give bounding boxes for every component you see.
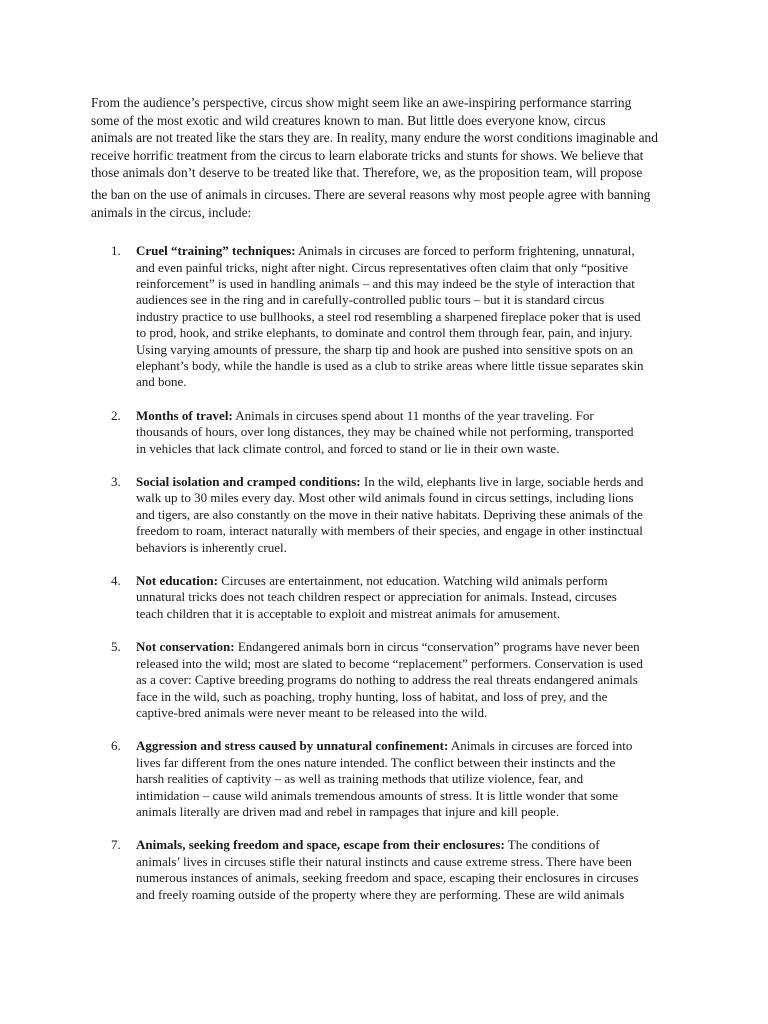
reason-line: reinforcement” is used in handling animals – and this may indeed be the style of interaction that bbox=[136, 275, 635, 291]
reason-text: Circuses are entertainment, not education. Watching wild animals perform bbox=[217, 573, 608, 589]
intro-line: those animals don’t deserve to be treated like that. Therefore, we, as the proposition team, will propose bbox=[91, 165, 643, 181]
reason-line: and freely roaming outside of the property where they are performing. These are wild animals bbox=[136, 886, 625, 902]
reason-line: behaviors is inherently cruel. bbox=[136, 539, 287, 555]
reason-line: lives far different from the ones nature intended. The conflict between their instincts and the bbox=[136, 754, 616, 770]
reason-line: animals’ lives in circuses stifle their natural instincts and cause extreme stress. There have been bbox=[136, 853, 632, 869]
reason-line: as a cover: Captive breeding programs do nothing to address the real threats endangered animals bbox=[136, 672, 638, 688]
reason-line: and even painful tricks, night after night. Circus representatives often claim that only “positive bbox=[136, 259, 629, 275]
reason-line: thousands of hours, over long distances, they may be chained while not performing, transported bbox=[136, 424, 634, 440]
reason-number: 2. bbox=[111, 407, 121, 423]
reason-line: elephant’s body, while the handle is used as a club to strike areas where little tissue separates skin bbox=[136, 358, 644, 373]
reason-title: Cruel “training” techniques: bbox=[136, 243, 296, 259]
reason-number: 6. bbox=[111, 738, 121, 754]
reason-item-6 bbox=[91, 738, 708, 820]
reason-line: freedom to roam, interact naturally with members of their species, and engage in other instinctual bbox=[136, 523, 643, 539]
reason-number: 3. bbox=[111, 474, 121, 490]
reason-text: Animals in circuses are forced to perform frightening, unnatural, bbox=[295, 243, 635, 259]
reason-line: Using varying amounts of pressure, the sharp tip and hook are pushed into sensitive spots on an bbox=[136, 341, 634, 357]
reason-item-2 bbox=[91, 408, 708, 457]
reason-number: 4. bbox=[111, 573, 121, 589]
reason-number: 5. bbox=[111, 639, 121, 655]
intro-paragraph bbox=[91, 94, 708, 221]
reason-item-4 bbox=[91, 573, 708, 622]
reason-text: Endangered animals born in circus “conservation” programs have never been bbox=[234, 639, 640, 655]
reason-line: unnatural tricks does not teach children respect or appreciation for animals. Instead, circuses bbox=[136, 589, 617, 605]
reasons-list bbox=[91, 243, 708, 903]
intro-line: some of the most exotic and wild creatures known to man. But little does everyone know, circus bbox=[91, 112, 606, 128]
reason-title: Social isolation and cramped conditions: bbox=[136, 474, 361, 490]
reason-line bbox=[136, 837, 708, 853]
reason-line: numerous instances of animals, seeking freedom and space, escaping their enclosures in circuses bbox=[136, 870, 639, 886]
reason-line bbox=[136, 639, 708, 655]
reason-item-3 bbox=[91, 474, 708, 556]
intro-line: animals are not treated like the stars they are. In reality, many endure the worst conditions imaginable and bbox=[91, 130, 658, 146]
reason-line bbox=[136, 243, 708, 259]
reason-line: industry practice to use bullhooks, a steel rod resembling a sharpened fireplace poker that is used bbox=[136, 308, 641, 324]
reason-line: audiences see in the ring and in carefully-controlled public tours – but it is standard circus bbox=[136, 292, 605, 308]
reason-item-5 bbox=[91, 639, 708, 721]
reason-text: The conditions of bbox=[504, 837, 600, 853]
reason-text: Animals in circuses spend about 11 months of the year traveling. For bbox=[232, 407, 594, 423]
reason-title: Not education: bbox=[136, 573, 218, 589]
reason-line: and bone. bbox=[136, 374, 187, 390]
reason-item-1 bbox=[91, 243, 708, 391]
reason-text: In the wild, elephants live in large, sociable herds and bbox=[360, 474, 644, 490]
reason-line: and tigers, are also constantly on the move in their native habitats. Depriving these animals of the bbox=[136, 506, 643, 522]
reason-line: walk up to 30 miles every day. Most other wild animals found in circus settings, including lions bbox=[136, 490, 634, 506]
intro-line: the ban on the use of animals in circuses. There are several reasons why most people agree with banning bbox=[91, 186, 651, 202]
reason-line: animals literally are driven mad and rebel in rampages that injure and kill people. bbox=[136, 803, 560, 819]
reason-line: teach children that it is acceptable to exploit and mistreat animals for amusement. bbox=[136, 605, 561, 621]
reason-line: to prod, hook, and strike elephants, to dominate and control them through fear, pain, and injury. bbox=[136, 325, 633, 341]
reason-item-7 bbox=[91, 837, 708, 903]
reason-title: Aggression and stress caused by unnatural confinement: bbox=[136, 738, 449, 754]
reason-line: harsh realities of captivity – as well as training methods that utilize violence, fear, and bbox=[136, 771, 584, 787]
reason-line: face in the wild, such as poaching, trophy hunting, loss of habitat, and loss of prey, and the bbox=[136, 688, 608, 704]
reason-number: 1. bbox=[111, 243, 121, 259]
reason-text: Animals in circuses are forced into bbox=[448, 738, 633, 754]
intro-line: animals in the circus, include: bbox=[91, 204, 252, 220]
reason-number: 7. bbox=[111, 837, 121, 853]
reason-line bbox=[136, 474, 708, 490]
reason-line bbox=[136, 738, 708, 754]
reason-title: Not conservation: bbox=[136, 639, 235, 655]
intro-line: receive horrific treatment from the circus to learn elaborate tricks and stunts for shows. We believe that bbox=[91, 147, 644, 163]
reason-line bbox=[136, 408, 708, 424]
reason-line: intimidation – cause wild animals tremendous amounts of stress. It is little wonder that some bbox=[136, 787, 619, 803]
reason-line: captive-bred animals were never meant to be released into the wild. bbox=[136, 704, 488, 720]
reason-line bbox=[136, 573, 708, 589]
reason-title: Months of travel: bbox=[136, 407, 233, 423]
reason-line: released into the wild; most are slated to become “replacement” performers. Conservation is used bbox=[136, 655, 643, 671]
reason-title: Animals, seeking freedom and space, escape from their enclosures: bbox=[136, 837, 505, 853]
reason-line: in vehicles that lack climate control, and forced to stand or lie in their own waste. bbox=[136, 440, 560, 456]
intro-line: From the audience’s perspective, circus show might seem like an awe-inspiring performance starring bbox=[91, 95, 632, 110]
